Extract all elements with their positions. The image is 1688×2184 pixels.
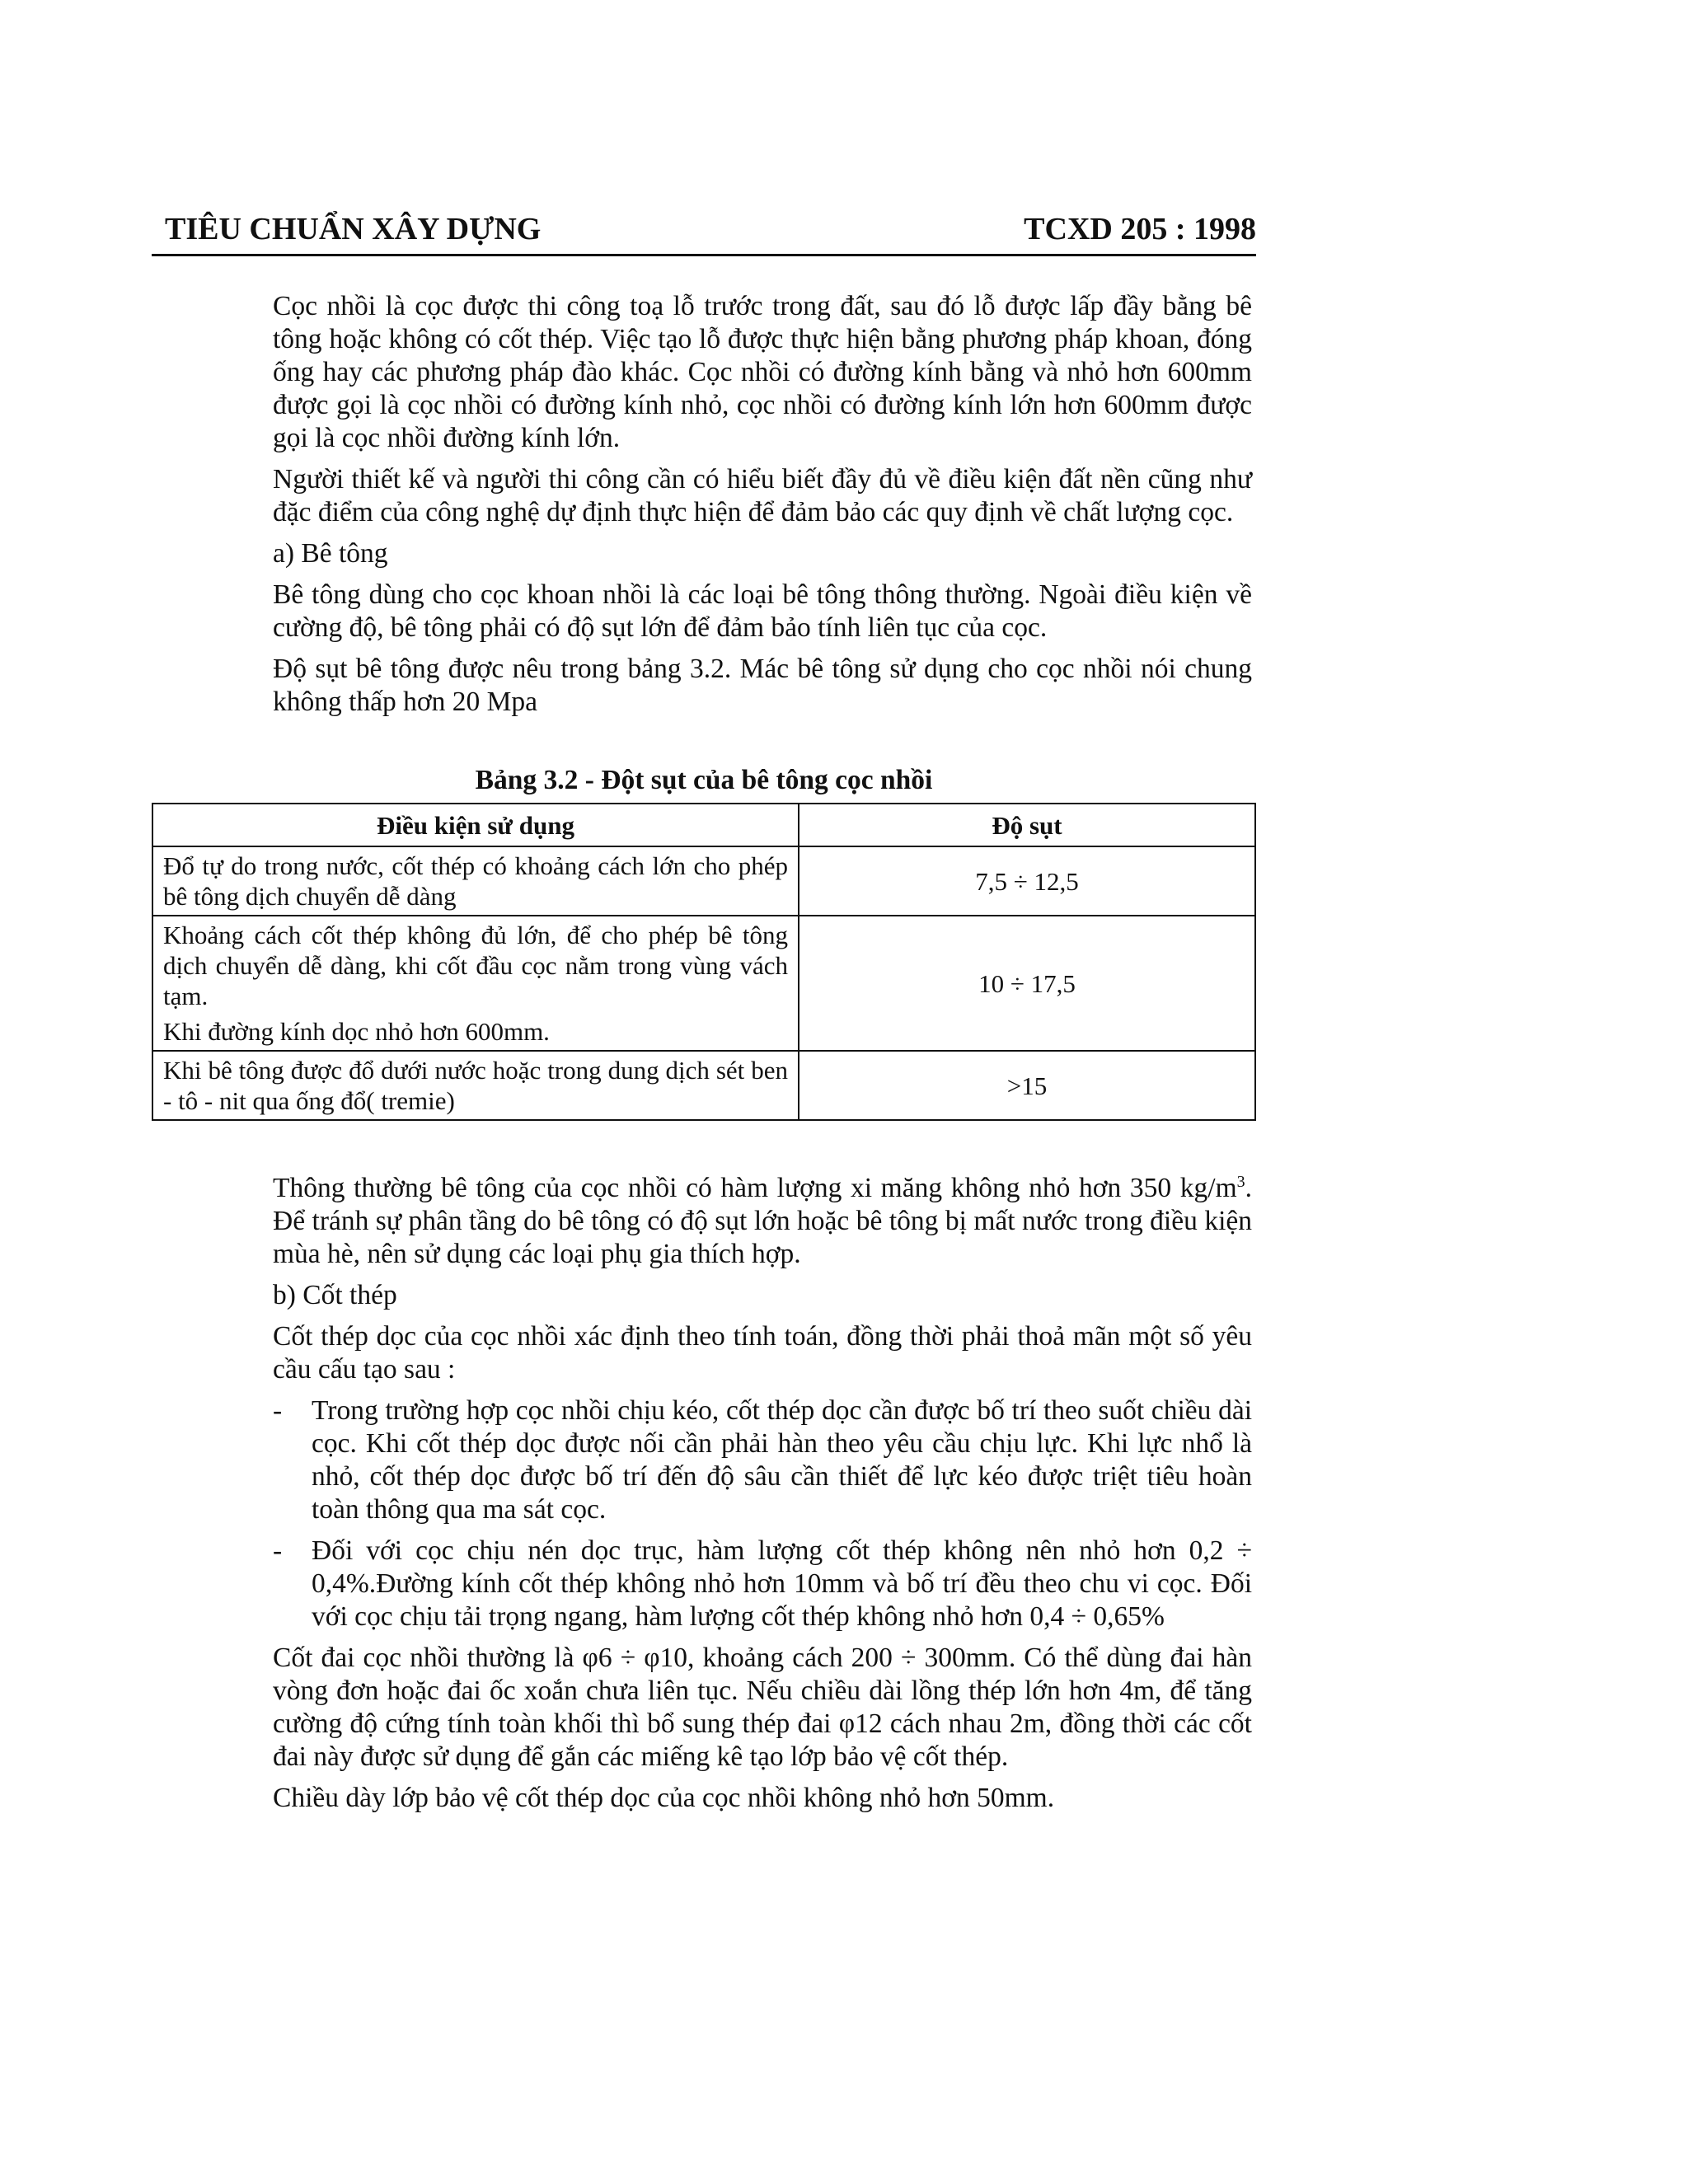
- list-bullet: -: [273, 1535, 283, 1566]
- column-header-condition: Điều kiện sử dụng: [152, 804, 799, 846]
- table-row: [152, 916, 1255, 1051]
- heading-concrete: a) Bê tông: [273, 538, 388, 569]
- table-caption: Bảng 3.2 - Đột sụt của bê tông cọc nhồi: [475, 765, 933, 795]
- table-row: [152, 1051, 1255, 1120]
- cement-text-end: . Để tránh sự phân tầng do bê tông có độ sụt lớn hoặc bê tông bị mất nước trong điều kiện mùa hè, nên sử dụng các loại phụ gia thích hợp.: [273, 1173, 1252, 1269]
- cell-slump: 7,5 ÷ 12,5: [799, 846, 1255, 916]
- intro-section: [273, 290, 1252, 727]
- paragraph-concrete: Bê tông dùng cho cọc khoan nhồi là các loại bê tông thông thường. Ngoài điều kiện về cường độ, bê tông phải có độ sụt lớn để đảm bảo tính liên tục của cọc.: [273, 579, 1252, 643]
- condition-text: Khi bê tông được đổ dưới nước hoặc trong dung dịch sét ben - tô - nit qua ống đổ( tremie): [163, 1056, 788, 1115]
- list-item: [273, 1394, 1252, 1526]
- cell-condition: [152, 916, 799, 1051]
- table-header-row: [152, 804, 1255, 846]
- paragraph-stirrups: Cốt đai cọc nhồi thường là φ6 ÷ φ10, khoảng cách 200 ÷ 300mm. Có thể dùng đai hàn vòng đơn hoặc đai ốc xoắn chưa liên tục. Nếu chiều dài lồng thép lớn hơn 4m, để tăng cường độ cứng tính toàn khối thì bổ sung thép đai φ12 cách nhau 2m, đồng thời các cốt đai này được sử dụng để gắn các miếng kê tạo lớp bảo vệ cốt thép.: [273, 1643, 1252, 1772]
- heading-reinforcement: b) Cốt thép: [273, 1280, 397, 1310]
- paragraph-requirements: Người thiết kế và người thi công cần có hiểu biết đầy đủ về điều kiện đất nền cũng như đặc điểm của công nghệ dự định thực hiện để đảm bảo các quy định về chất lượng cọc.: [273, 464, 1252, 527]
- condition-text: Khoảng cách cốt thép không đủ lớn, để cho phép bê tông dịch chuyển dễ dàng, khi cốt đầu cọc nằm trong vùng vách tạm.: [163, 921, 788, 1010]
- cell-slump: 10 ÷ 17,5: [799, 916, 1255, 1051]
- list-bullet: -: [273, 1395, 283, 1426]
- cell-slump: >15: [799, 1051, 1255, 1120]
- standard-code: TCXD 205 : 1998: [1024, 212, 1256, 246]
- page-header: [152, 204, 1256, 256]
- body-section: [273, 1172, 1252, 1823]
- list-item-text: Trong trường hợp cọc nhồi chịu kéo, cốt thép dọc cần được bố trí theo suốt chiều dài cọc. Khi cốt thép dọc được nối cần phải hàn theo yêu cầu chịu lực. Khi lực nhổ là nhỏ, cốt thép dọc được bố trí đến độ sâu cần thiết để lực kéo được triệt tiêu hoàn toàn thông qua ma sát cọc.: [312, 1395, 1252, 1525]
- requirements-list: [273, 1394, 1252, 1633]
- paragraph-longitudinal-steel: Cốt thép dọc của cọc nhồi xác định theo tính toán, đồng thời phải thoả mãn một số yêu cầu cấu tạo sau :: [273, 1321, 1252, 1385]
- paragraph-slump-note: Độ sụt bê tông được nêu trong bảng 3.2. Mác bê tông sử dụng cho cọc nhồi nói chung không thấp hơn 20 Mpa: [273, 654, 1252, 717]
- condition-text: Đổ tự do trong nước, cốt thép có khoảng cách lớn cho phép bê tông dịch chuyển dễ dàng: [163, 851, 788, 911]
- cubic-superscript: 3: [1236, 1172, 1245, 1191]
- column-header-slump: Độ sụt: [799, 804, 1255, 846]
- paragraph-definition: Cọc nhồi là cọc được thi công toạ lỗ trước trong đất, sau đó lỗ được lấp đầy bằng bê tông hoặc không có cốt thép. Việc tạo lỗ được thực hiện bằng phương pháp khoan, đóng ống hay các phương pháp đào khác. Cọc nhồi có đường kính bằng và nhỏ hơn 600mm được gọi là cọc nhồi có đường kính nhỏ, cọc nhồi có đường kính lớn hơn 600mm được gọi là cọc nhồi đường kính lớn.: [273, 291, 1252, 453]
- paragraph-cement-content: [273, 1172, 1252, 1271]
- standard-title: TIÊU CHUẨN XÂY DỰNG: [165, 212, 542, 246]
- list-item-text: Đối với cọc chịu nén dọc trục, hàm lượng cốt thép không nên nhỏ hơn 0,2 ÷ 0,4%.Đường kính cốt thép không nhỏ hơn 10mm và bố trí đều theo chu vi cọc. Đối với cọc chịu tải trọng ngang, hàm lượng cốt thép không nhỏ hơn 0,4 ÷ 0,65%: [312, 1535, 1252, 1632]
- condition-note: Khi đường kính dọc nhỏ hơn 600mm.: [163, 1017, 550, 1046]
- cell-condition: [152, 1051, 799, 1120]
- slump-table: [152, 803, 1256, 1121]
- cell-condition: [152, 846, 799, 916]
- table-row: [152, 846, 1255, 916]
- list-item: [273, 1535, 1252, 1633]
- paragraph-cover: Chiều dày lớp bảo vệ cốt thép dọc của cọc nhồi không nhỏ hơn 50mm.: [273, 1783, 1055, 1813]
- cement-text-start: Thông thường bê tông của cọc nhồi có hàm lượng xi măng không nhỏ hơn 350 kg/m: [273, 1173, 1237, 1203]
